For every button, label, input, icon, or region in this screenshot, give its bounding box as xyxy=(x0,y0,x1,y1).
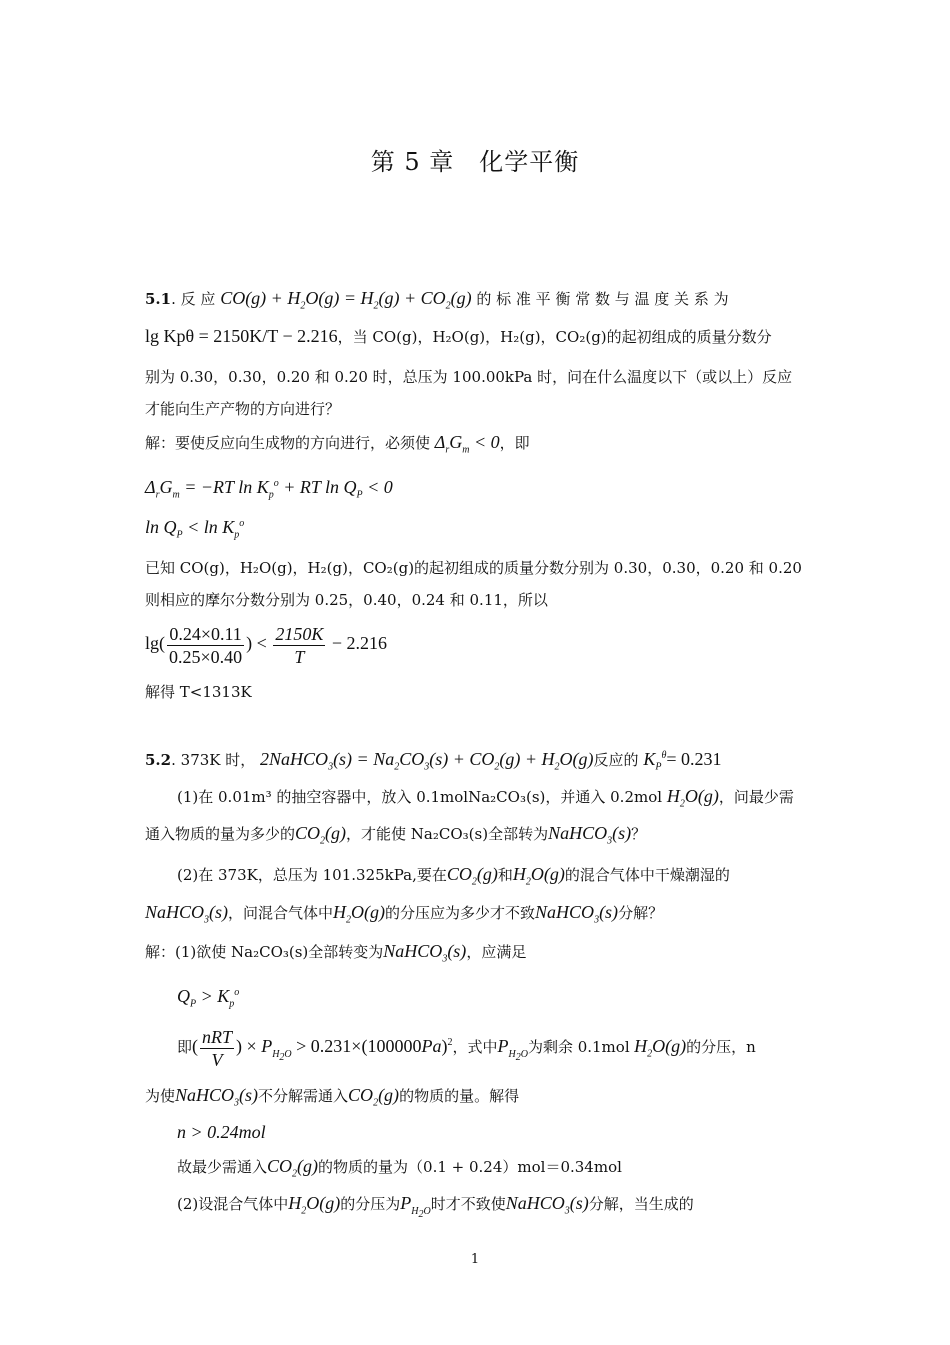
n-result: n > 0.24mol xyxy=(177,1122,266,1142)
solution-5-2-line-5: (2)设混合气体中$H_2O(g)$的分压为$P_{H_2O}$时才不致使NaHCO$_3$(s)分解，当生成的 xyxy=(177,1193,694,1220)
reaction-equation: $CO(g) + H_2O(g) = H_2(g) + CO_2(g)$ xyxy=(220,288,472,312)
problem-5-2-q1-line-2: 通入物质的量为多少的$CO_2(g)$，才能使 Na₂CO₃(s)全部转为NaHCO$_3$(s)？ xyxy=(145,823,647,847)
solution-5-2-equation: 即( $\frac{\text{nRT}}{V}$ ) × $P_{H_2O} > 0.231\times(100000Pa)^2$，式中$P_{H_2O}$为剩余 0.1mol $H_2O(g)$的分压，n xyxy=(177,1026,756,1070)
gibbs-condition: $\Delta_rG_m < 0$ xyxy=(434,432,500,456)
problem-5-1-line-3: 别为 0.30，0.30，0.20 和 0.20 时，总压为 100.00kPa 时，问在什么温度以下（或以上）反应 xyxy=(145,368,793,386)
inequality-lnq: $\ln Q_P < \ln K_p^o$ xyxy=(145,517,245,541)
solution-5-1-intro: 解：要使反应向生成物的方向进行，必须使 $\Delta_rG_m < 0$，即 xyxy=(145,432,530,456)
fraction-inequality: lg( $\frac{0.24\times 0.11}{0.25\times 0.40}$ ) < $\frac{2150K}{T}$ − 2.216 xyxy=(145,623,387,667)
problem-5-1-line-1: 5.1. 反 应 $CO(g) + H_2O(g) = H_2(g) + CO_2(g)$ 的 标 准 平 衡 常 数 与 温 度 关 系 为 xyxy=(145,288,729,312)
problem-5-1-line-2: lg Kpθ = 2150K/T − 2.216，当 CO(g)，H₂O(g)，H₂(g)，CO₂(g)的起初组成的质量分数分 xyxy=(145,326,772,346)
problem-5-2-q2-line-2: NaHCO$_3$(s)，问混合气体中$H_2O(g)$的分压应为多少才不致NaHCO$_3$(s)分解？ xyxy=(145,902,664,926)
k-temperature-equation: lg Kpθ = 2150K/T − 2.216 xyxy=(145,326,338,346)
solution-5-2-line-1: 解：(1)欲使 Na₂CO₃(s)全部转变为NaHCO$_3$(s)，应满足 xyxy=(145,941,527,965)
problem-5-2-q2-line-1: (2)在 373K，总压为 101.325kPa,要在$CO_2(g)$和$H_2O(g)$的混合气体中干燥潮湿的 xyxy=(177,864,730,888)
problem-5-1-line-4: 才能向生产产物的方向进行？ xyxy=(145,400,341,418)
solution-5-2-line-4: 故最少需通入$CO_2(g)$的物质的量为（0.1 + 0.24）mol＝0.34mol xyxy=(177,1156,622,1180)
problem-5-2-q1-line-1: (1)在 0.01m³ 的抽空容器中，放入 0.1molNa₂CO₃(s)，并通入 0.2mol $H_2O(g)$，问最少需 xyxy=(177,786,794,810)
solution-5-2-line-3: 为使NaHCO$_3$(s)不分解需通入$CO_2(g)$的物质的量。解得 xyxy=(145,1085,520,1109)
problem-5-1-label: 5.1 xyxy=(145,290,172,308)
known-line-1: 已知 CO(g)，H₂O(g)，H₂(g)，CO₂(g)的起初组成的质量分数分别为 0.30，0.30，0.20 和 0.20 xyxy=(145,559,802,577)
known-line-2: 则相应的摩尔分数分别为 0.25，0.40，0.24 和 0.11，所以 xyxy=(145,591,548,609)
problem-5-2-line-1: 5.2. 373K 时， 2NaHCO$_3$(s) = $Na_2CO_3(s) + CO_2(g) + H_2O(g)$反应的 $K_P^\theta= 0.231$ xyxy=(145,749,722,773)
chapter-title: 第 5 章 化学平衡 xyxy=(370,148,580,176)
page-number: 1 xyxy=(470,1252,480,1267)
problem-5-2-label: 5.2 xyxy=(145,751,172,769)
gibbs-equation: $\Delta_rG_m = -RT$ $\ln K_p^o$ + RT $\ln Q_P < 0$ xyxy=(145,477,393,501)
result-5-1: 解得 T<1313K xyxy=(145,683,252,701)
condition-qp-kp: $Q_P > K_p^o$ xyxy=(177,986,240,1010)
